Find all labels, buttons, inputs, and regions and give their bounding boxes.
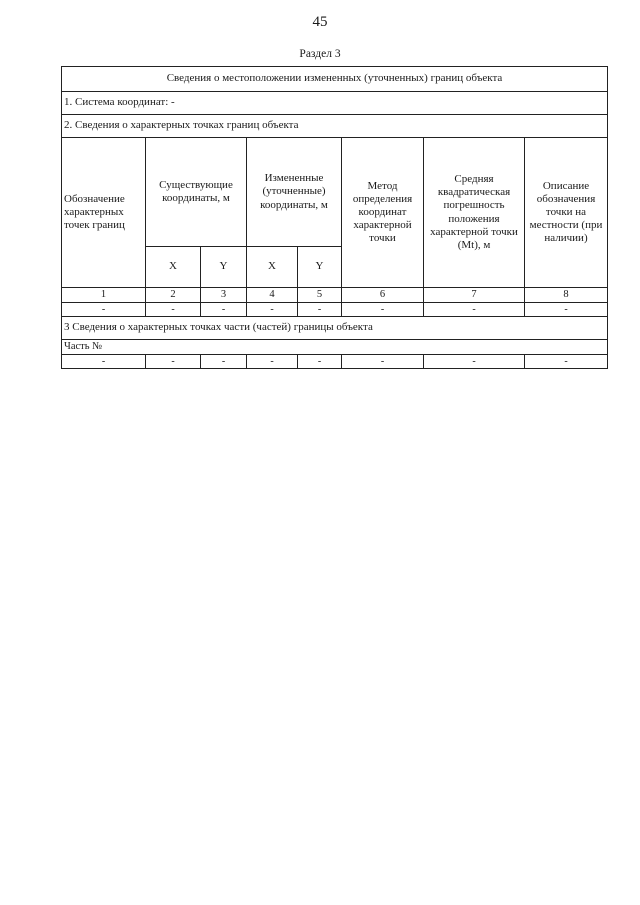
table-row	[62, 303, 608, 317]
table-cell: -	[525, 355, 608, 369]
column-number: 1	[62, 288, 146, 303]
boundary-table	[61, 66, 608, 369]
header-designation: Обозначение характерных точек границ	[62, 138, 146, 288]
table-cell: -	[424, 303, 525, 317]
table-cell: -	[525, 303, 608, 317]
table-cell: -	[298, 303, 342, 317]
header-existing-x: X	[146, 247, 201, 288]
header-description: Описание обозначения точки на местности (при наличии)	[525, 138, 608, 288]
table-cell: -	[247, 303, 298, 317]
table-row	[62, 355, 608, 369]
header-changed-x: X	[247, 247, 298, 288]
table-cell: -	[342, 355, 424, 369]
coordinate-system-row: 1. Система координат: -	[62, 92, 608, 115]
table-cell: -	[424, 355, 525, 369]
column-number: 2	[146, 288, 201, 303]
table-cell: -	[146, 303, 201, 317]
part-number-label: Часть №	[62, 340, 608, 355]
table-title: Сведения о местоположении измененных (уточненных) границ объекта	[62, 67, 608, 92]
column-number: 6	[342, 288, 424, 303]
table-cell: -	[342, 303, 424, 317]
column-number: 5	[298, 288, 342, 303]
column-number: 3	[201, 288, 247, 303]
table-cell: -	[247, 355, 298, 369]
page-number: 45	[312, 14, 328, 30]
points-section-heading: 2. Сведения о характерных точках границ объекта	[62, 115, 608, 138]
header-changed-coordinates: Измененные (уточненные) координаты, м	[247, 138, 342, 247]
parts-section-heading: 3 Сведения о характерных точках части (частей) границы объекта	[62, 317, 608, 340]
table-cell: -	[298, 355, 342, 369]
table-cell: -	[146, 355, 201, 369]
header-existing-y: Y	[201, 247, 247, 288]
column-number: 7	[424, 288, 525, 303]
column-number-row	[62, 288, 608, 303]
column-number: 4	[247, 288, 298, 303]
table-cell: -	[201, 303, 247, 317]
header-existing-coordinates: Существующие координаты, м	[146, 138, 247, 247]
table-cell: -	[201, 355, 247, 369]
table-cell: -	[62, 355, 146, 369]
header-method: Метод определения координат характерной точки	[342, 138, 424, 288]
column-number: 8	[525, 288, 608, 303]
header-rms-error: Средняя квадратическая погрешность положения характерной точки (Mt), м	[424, 138, 525, 288]
header-changed-y: Y	[298, 247, 342, 288]
table-cell: -	[62, 303, 146, 317]
section-title: Раздел 3	[299, 48, 341, 60]
